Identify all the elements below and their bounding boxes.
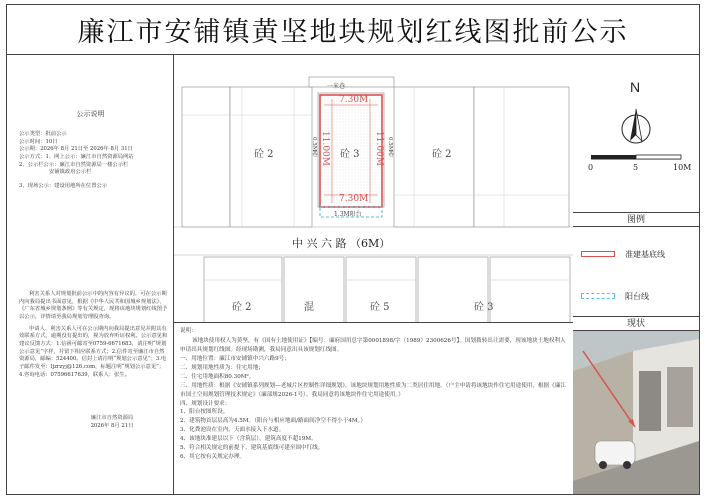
description-title: 说明：	[180, 328, 197, 334]
scale-tick: 10M	[673, 163, 692, 172]
notice-item: 安铺镇政府公示栏	[49, 169, 92, 176]
legend-label: 准建基底线	[625, 249, 665, 259]
document-frame	[6, 4, 700, 495]
building-label: 砼 2	[254, 149, 274, 160]
description-item: 5、符合相关规定的前提下，建筑基底线可建至围中红线。	[180, 445, 324, 452]
balcony-label: 1.3M阳台	[334, 211, 362, 218]
legend-heading: 图例	[573, 213, 699, 227]
description-item: 1、阳台按图所设。	[180, 409, 229, 416]
scale-tick: 5	[633, 163, 639, 172]
description-item: 2、建筑物首层层高为4.5M。（阳台与相应地面/路面间净空不得小于4M。）	[180, 418, 366, 425]
notice-paragraph: 利害关系人对规划批前公示中的内容有异议的，可在公示期内向我局提出书面意见，根据《中华人民共和国城乡规划法》、《广东省城乡规划条例》等有关规定，现将该地块规划红线图予以公示，详情请至我局规划管理股查询。	[19, 291, 168, 321]
building-label: 砼 2	[232, 302, 252, 313]
notice-item: 公示方式：1、网上公示：廉江市自然资源局网站	[19, 154, 134, 161]
width-bottom-label: 7.30M	[339, 194, 369, 204]
legend	[573, 227, 699, 317]
legend-item	[581, 247, 696, 261]
site-photo-image	[573, 331, 699, 494]
notice-signature	[67, 415, 157, 430]
notice-item: 公示类型：批前公示	[19, 131, 67, 137]
notice-item: 公示时间：10日	[19, 138, 58, 145]
description-item: 一、用地位置：廉江市安铺镇中兴六路9号；	[180, 355, 290, 362]
description-item: 三、用地性质：根据《安铺镇系列规划—老城片区控制性详细规划》，该地块规划用地性质为二类居住用地。（户主申请将该地块作住宅用途使用，根据《廉江市国土空间规划管理技术规定》（廉部规2026-1号），我局同意将该地块作住宅用途使用。）	[180, 382, 566, 398]
plot-center-label: 砼 3	[340, 149, 360, 160]
sign-date: 2026年 8月 21日	[90, 422, 134, 429]
notice-panel	[7, 55, 174, 494]
notice-item: 2、公示栏公示：廉江市自然资源局一楼公示栏	[19, 161, 129, 168]
lane-left-label: 0.5M巷	[311, 137, 317, 157]
photo-heading: 现状	[573, 317, 699, 331]
site-map	[174, 55, 573, 323]
notice-body	[19, 291, 169, 383]
lane-top-label: 一米巷	[327, 83, 346, 90]
description-intro: 该地块使用权人为黄坚，有《国有土地使用证》【编号：廉府国用总字第0001898/字（1989）2300626号】。国划拨转出让需要，现该地块土地权利人申请出具规划红线图。经现场勘测，我局同意出具该规划红线图。	[180, 337, 566, 353]
north-arrow-icon	[573, 97, 699, 197]
description-item: 四、规划设计要求：	[180, 400, 231, 407]
notice-heading: 公示说明	[76, 110, 105, 118]
legend-label: 阳台线	[625, 291, 649, 301]
description-section	[174, 323, 573, 494]
notice-item: 公示期：2026年 8月 21日至 2026年 8月 31日	[19, 146, 133, 153]
description-item: 4、该地块准建层以下（含筑层），建筑高度不超19M。	[180, 436, 317, 443]
site-photo	[573, 331, 699, 494]
building-label: 砼 5	[370, 302, 390, 313]
red-line-symbol-icon	[581, 251, 615, 257]
notice-paragraph: 申请人、利害关系人可在公示期内向我局提出意见并附具有效联系方式，逾期没有提出的，视为放弃听证权利。公示意见和建议反馈方式：1.信函可邮寄至0759-6671683，请注明“规划公示意见”字样，并留下相应联系方式；2.信件寄至廉江市自然资源局，邮编：524400。信封上请注明“规划公示意见”；3.电子邮件发至：ljzrzyj@126.com，标题注明“规划公示意见”；4.咨询电话：07596617639，联系人：张生。	[19, 325, 168, 378]
sign-org: 廉江市自然资源局	[90, 415, 134, 421]
balcony-line-symbol-icon	[581, 293, 615, 299]
width-top-label: 7.30M	[339, 95, 369, 105]
building-label: 砼 2	[432, 149, 452, 160]
building-label: 砼 3	[474, 302, 494, 313]
description-item: 3、化粪池设在室内，天面水接入下水道。	[180, 427, 285, 434]
depth-right-label: 11.00M	[374, 131, 384, 166]
scale-tick: 0	[588, 163, 594, 172]
page-title: 廉江市安铺镇黄坚地块规划红线图批前公示	[7, 5, 699, 55]
description-item: 二、规划用地性质为：住宅用地；	[180, 364, 264, 371]
legend-item	[581, 289, 696, 303]
description-item: 二、住宅用地面积80.30M²。	[180, 373, 255, 380]
right-panel	[573, 55, 699, 494]
north-label: N	[630, 79, 641, 95]
north-arrow-scale	[573, 55, 699, 213]
notice-item: 3、现场公示：建设用地所在位置公示	[19, 183, 108, 190]
notice-items	[19, 131, 169, 191]
description-item: 6、其它按有关规定办理。	[180, 454, 246, 461]
depth-left-label: 11.00M	[320, 131, 330, 166]
lane-right-label: 0.5M巷	[387, 137, 393, 157]
building-label: 混	[304, 302, 314, 313]
road-label: 中 兴 六 路 （6M）	[292, 237, 391, 250]
site-plan-drawing	[174, 55, 573, 323]
